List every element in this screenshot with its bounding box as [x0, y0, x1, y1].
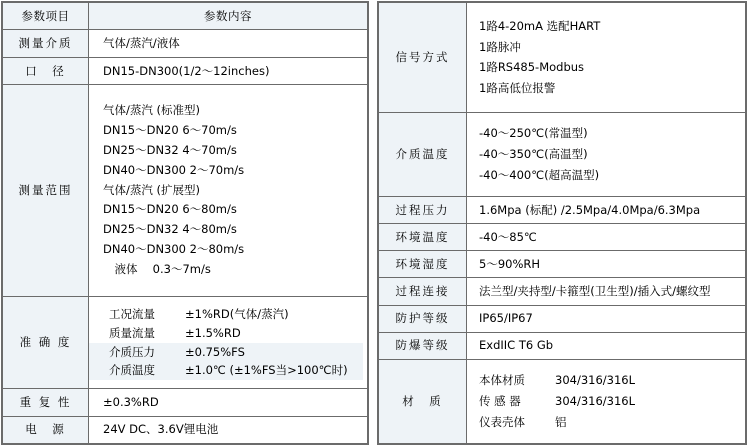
row-value-range: [89, 85, 368, 297]
accuracy-item: [89, 324, 363, 343]
table-row-measuring-range: [3, 85, 368, 297]
range-line: DN40～DN300 2～80m/s: [103, 242, 245, 257]
table-row-material: [379, 359, 746, 443]
row-value-medium: 气体/蒸汽/液体: [89, 30, 368, 57]
signal-line: 1路4-20mA 选配HART: [479, 19, 601, 34]
range-line: DN15～DN20 6～80m/s: [103, 202, 237, 217]
accuracy-key: 质量流量: [109, 325, 155, 340]
table-row: [379, 251, 746, 278]
row-value-ambient-temp: -40～85℃: [467, 224, 746, 251]
row-label-medium: 测量介质: [3, 30, 89, 57]
row-label-medium-temp: 介质温度: [379, 112, 467, 196]
row-value-accuracy: [89, 297, 368, 389]
header-cell-content: 参数内容: [89, 3, 368, 30]
header-cell-param: 参数项目: [3, 3, 89, 30]
row-label-process-connection: 过程连接: [379, 278, 467, 305]
table-row-signal: [379, 3, 746, 113]
row-value-material: [467, 359, 746, 443]
row-value-diameter: DN15-DN300(1/2～12inches): [89, 57, 368, 84]
material-item: [479, 412, 741, 433]
accuracy-item: [89, 343, 363, 362]
row-value-signal: [467, 3, 746, 113]
accuracy-item: [89, 305, 363, 324]
medium-temp-line: -40～350℃(高温型): [479, 147, 588, 162]
accuracy-value: ±1%RD(气体/蒸汽): [185, 307, 289, 322]
left-spec-table-panel: [1, 1, 369, 445]
table-row: [379, 278, 746, 305]
row-label-ambient-humidity: 环境湿度: [379, 251, 467, 278]
accuracy-key: 工况流量: [109, 307, 155, 322]
table-row-accuracy: [3, 297, 368, 389]
accuracy-key: 介质温度: [109, 363, 155, 378]
row-label-power: 电 源: [3, 416, 89, 443]
row-label-ambient-temp: 环境温度: [379, 224, 467, 251]
material-key: 本体材质: [479, 373, 525, 388]
material-value: 铝: [555, 414, 567, 429]
signal-line: 1路高低位报警: [479, 81, 556, 96]
table-row: [379, 196, 746, 223]
row-label-protection-grade: 防护等级: [379, 305, 467, 332]
accuracy-value: ±0.75%FS: [185, 344, 245, 359]
row-label-explosion-grade: 防爆等级: [379, 332, 467, 359]
material-key: 传 感 器: [479, 394, 521, 409]
material-item: [479, 391, 741, 412]
material-key: 仪表壳体: [479, 414, 525, 429]
accuracy-value: ±1.0℃ (±1%FS当>100℃时): [185, 363, 348, 378]
range-line: 液体 0.3～7m/s: [103, 261, 211, 276]
row-value-medium-temp: [467, 112, 746, 196]
accuracy-item: [89, 361, 363, 380]
table-row-medium-temp: [379, 112, 746, 196]
accuracy-key: 介质压力: [109, 344, 155, 359]
range-line: 气体/蒸汽 (扩展型): [103, 182, 201, 197]
material-value: 304/316/316L: [555, 394, 636, 409]
table-row: [379, 305, 746, 332]
row-label-diameter: 口 径: [3, 57, 89, 84]
row-value-process-pressure: 1.6Mpa (标配) /2.5Mpa/4.0Mpa/6.3Mpa: [467, 196, 746, 223]
table-row: [3, 30, 368, 57]
table-row: [379, 332, 746, 359]
row-label-material: 材 质: [379, 359, 467, 443]
table-row: [379, 224, 746, 251]
range-line: DN25～DN32 4～70m/s: [103, 143, 237, 158]
left-spec-table: [2, 2, 368, 444]
material-item: [479, 370, 741, 391]
right-spec-table-panel: [377, 1, 747, 445]
row-value-process-connection: 法兰型/夹持型/卡箍型(卫生型)/插入式/螺纹型: [467, 278, 746, 305]
row-value-repeatability: ±0.3%RD: [89, 389, 368, 416]
range-line: 气体/蒸汽 (标准型): [103, 103, 201, 118]
range-line: DN40～DN300 2～70m/s: [103, 162, 245, 177]
range-line: DN15～DN20 6～70m/s: [103, 123, 237, 138]
accuracy-value: ±1.5%RD: [185, 325, 241, 340]
table-row: [3, 57, 368, 84]
row-value-ambient-humidity: 5～90%RH: [467, 251, 746, 278]
panel-divider: [369, 0, 377, 446]
row-label-signal: 信号方式: [379, 3, 467, 113]
row-label-process-pressure: 过程压力: [379, 196, 467, 223]
row-label-accuracy: 准 确 度: [3, 297, 89, 389]
signal-line: 1路RS485-Modbus: [479, 60, 585, 75]
right-spec-table: [378, 2, 746, 444]
table-row: [3, 389, 368, 416]
row-label-range: 测量范围: [3, 85, 89, 297]
table-header-row: [3, 3, 368, 30]
row-value-explosion-grade: ExdIIC T6 Gb: [467, 332, 746, 359]
medium-temp-line: -40～250℃(常温型): [479, 126, 588, 141]
table-row: [3, 416, 368, 443]
material-value: 304/316/316L: [555, 373, 636, 388]
row-label-repeatability: 重 复 性: [3, 389, 89, 416]
signal-line: 1路脉冲: [479, 39, 521, 54]
medium-temp-line: -40～400℃(超高温型): [479, 167, 600, 182]
row-value-power: 24V DC、3.6V锂电池: [89, 416, 368, 443]
range-line: DN25～DN32 4～80m/s: [103, 222, 237, 237]
row-value-protection-grade: IP65/IP67: [467, 305, 746, 332]
